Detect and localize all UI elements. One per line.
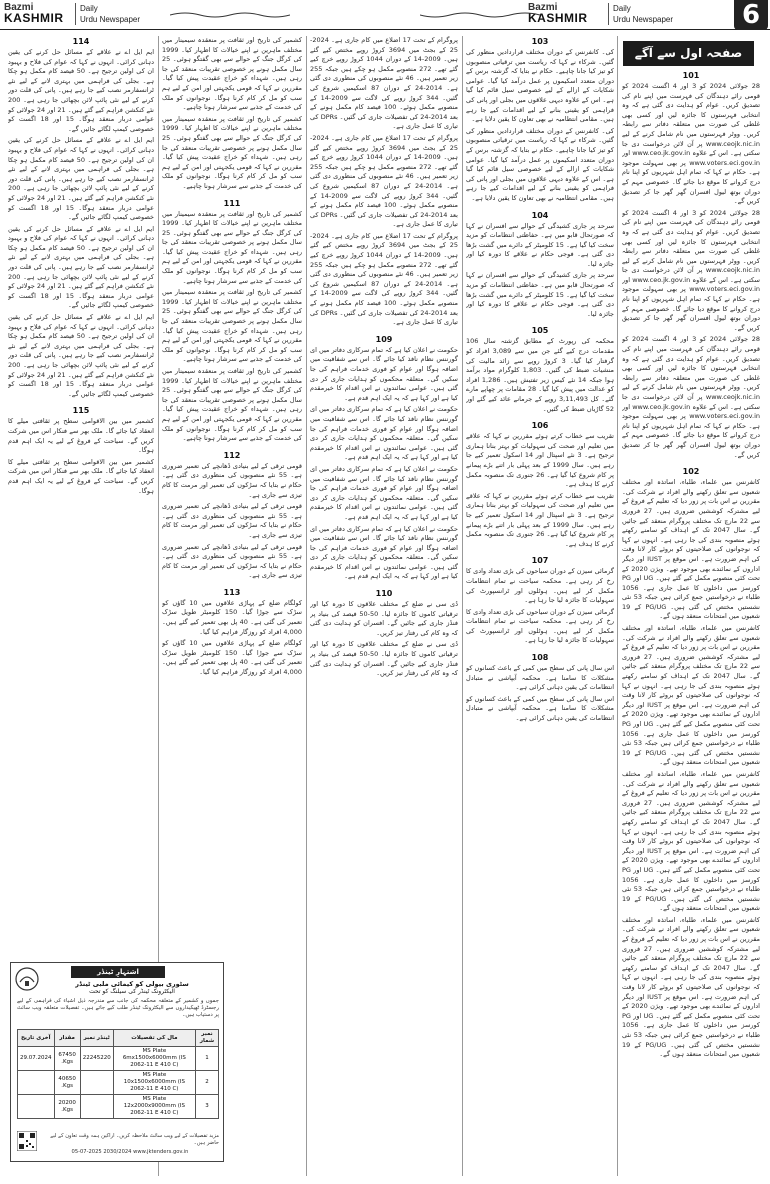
article-body: کشمیر میں بین الاقوامی سطح پر ثقافتی میلے کا انعقاد کیا جائے گا۔ ملک بھر سے فنکار اس میں شرکت کریں گے۔ سیاحت کے فروغ کے لیے یہ ایک اہم قدم ہوگا۔ [8, 417, 154, 455]
article-number: 105 [531, 326, 549, 336]
masthead-brand-right [528, 2, 588, 24]
advertisement-body: جموں و کشمیر کے متعلقہ محکمہ کی جانب سے مندرجہ ذیل اشیاء کی فراہمی کے لیے رجسٹرڈ ٹھیکیداروں سے الیکٹرونک ٹینڈر طلب کیے جاتے ہیں۔ تفصیلات متعلقہ ویب سائٹ پر دستیاب ہیں۔ [17, 998, 219, 1018]
article-body: حکومت نے اعلان کیا ہے کہ تمام سرکاری دفاتر میں ای گورننس نظام نافذ کیا جائے گا۔ اس سے شفافیت میں اضافہ ہوگا اور عوام کو فوری خدمات فراہم کی جا سکیں گی۔ متعلقہ محکموں کو ہدایات جاری کر دی گئی ہیں۔ عوامی نمائندوں نے اس اقدام کا خیرمقدم کیا ہے اور کہا ہے کہ یہ ایک اہم قدم ہے۔ [310, 345, 458, 402]
article [8, 405, 154, 496]
article [310, 588, 458, 679]
article-number: 102 [682, 467, 700, 477]
table-cell [18, 1095, 55, 1119]
article-body: قومی ترقی کے لیے بنیادی ڈھانچے کی تعمیر ضروری ہے۔ 55 نئے منصوبوں کی منظوری دی گئی ہے۔ حکام نے بتایا کہ سڑکوں کی تعمیر اور مرمت کا کام تیزی سے جاری ہے۔ [162, 542, 302, 580]
advertisement-title: اشتہارِ ٹینڈر [71, 966, 165, 978]
table-cell [18, 1071, 55, 1095]
advertisement-heading: سٹوری بیولی کو کیمائی ملبی ٹینڈر [75, 980, 189, 988]
table-cell: 2 [196, 1071, 219, 1095]
article-body: کشمیر کی تاریخ اور ثقافت پر منعقدہ سیمینار میں مختلف ماہرین نے اپنے خیالات کا اظہار کیا۔ 1999 کی کرگل جنگ کے حوالے سے بھی گفتگو ہوئی۔ 25 سال مکمل ہونے پر خصوصی تقریبات منعقد کی جا رہی ہیں۔ شہداء کو خراج عقیدت پیش کیا گیا۔ مقررین نے کہا کہ قومی یکجہتی اور امن کے لیے ہم سب کو مل کر کام کرنا ہوگا۔ نوجوانوں کو ملک کی خدمت کے جذبے سے سرشار ہونا چاہیے۔ [162, 367, 302, 443]
article-body: کولگام ضلع کے پہاڑی علاقوں میں 10 گاؤں کو سڑک سے جوڑا گیا۔ 150 کلومیٹر طویل سڑک تعمیر کی گئی ہے۔ 40 پل بھی تعمیر کیے گئے ہیں۔ 4,000 افراد کو روزگار فراہم کیا گیا۔ [162, 598, 302, 636]
table-cell: 1 [196, 1047, 219, 1071]
column-header: مال کی تفصیلات [113, 1030, 195, 1047]
article-body: تقریب سے خطاب کرتے ہوئے مقررین نے کہا کہ علاقے میں تعلیم اور صحت کی سہولیات کو بہتر بنانا ہماری ترجیح ہے۔ 3 نئے اسپتال اور 14 اسکول تعمیر کیے جا رہے ہیں۔ سال 1999 کے بعد پہلی بار اتنے بڑے پیمانے پر کام شروع کیا گیا ہے۔ 26 جنوری تک منصوبہ مکمل کرنے کا ہدف ہے۔ [466, 491, 614, 548]
article-number: 104 [531, 210, 549, 220]
article [466, 420, 614, 549]
article-number: 113 [223, 587, 241, 597]
article-body: کی۔ کانفرنس کے دوران مختلف قراردادیں منظور کی گئیں۔ شرکاء نے کہا کہ ریاست میں ترقیاتی منصوبوں کو تیز کیا جانا چاہیے۔ حکام نے بتایا کہ گزشتہ برس کے دوران متعدد اسکیموں پر عمل درآمد کیا گیا۔ عوامی شکایات کے ازالے کے لیے خصوصی سیل قائم کیا گیا ہے۔ اس کے علاوہ دیہی علاقوں میں بجلی اور پانی کی فراہمی کو یقینی بنانے کے لیے اقدامات کیے جا رہے ہیں۔ مقامی انتظامیہ نے بھی تعاون کا یقین دلایا ہے۔ [466, 126, 614, 202]
table-cell: MS Plate 12x2000x9000mm (IS 2062-11 E 410 C) [113, 1095, 195, 1119]
table-cell: 40650 Kgs. [54, 1071, 80, 1095]
table-cell: MS Plate 6mx1500x6000mm (IS 2062-11 E 410 C) [113, 1047, 195, 1071]
article-body: تقریب سے خطاب کرتے ہوئے مقررین نے کہا کہ علاقے میں تعلیم اور صحت کی سہولیات کو بہتر بنانا ہماری ترجیح ہے۔ 3 نئے اسپتال اور 14 اسکول تعمیر کیے جا رہے ہیں۔ سال 1999 کے بعد پہلی بار اتنے بڑے پیمانے پر کام شروع کیا گیا ہے۔ 26 جنوری تک منصوبہ مکمل کرنے کا ہدف ہے۔ [466, 432, 614, 489]
article-body: کانفرنس میں علماء، طلباء، اساتذہ اور مختلف شعبوں سے تعلق رکھنے والے افراد نے شرکت کی۔ مقررین نے اس بات پر زور دیا کہ تعلیم کے فروغ کے لیے مشترکہ کوششیں ضروری ہیں۔ 27 فروری سے 22 مارچ تک مختلف پروگرام منعقد کیے جائیں گے۔ سال 2047 تک کے اہداف کو سامنے رکھتے ہوئے منصوبہ بندی کی جا رہی ہے۔ انہوں نے کہا کہ نوجوانوں کی صلاحیتوں کو بروئے کار لانا وقت کی اہم ضرورت ہے۔ اس موقع پر IUST اور دیگر اداروں کے نمائندے بھی موجود تھے۔ ویژن 2020 کے تحت کئی منصوبے مکمل کیے گئے ہیں۔ UG اور PG کورسز میں داخلوں کا عمل جاری ہے۔ 1056 طلباء نے درخواستیں جمع کرائی ہیں جبکہ 53 نئی نشستیں مختص کی گئی ہیں۔ PG/UG کے 19 شعبوں میں امتحانات منعقد ہوں گے۔ [622, 769, 760, 913]
column-rule [306, 36, 307, 1176]
article-body: 28 جولائی 2024 کو 3 اور 4 اگست 2024 کو قومی رائے دہندگان کی فہرست میں اپنے نام کی تصدیق کریں۔ عوام کو ہدایت دی گئی ہے کہ وہ انتخابی فہرستوں کا جائزہ لیں اور کسی بھی غلطی کی صورت میں متعلقہ دفاتر سے رابطہ کریں۔ ووٹر فہرستوں میں نام شامل کرنے کے لیے www.ceojk.nic.in پر آن لائن درخواست دی جا سکتی ہے۔ اس کے علاوہ www.ceo.jk.gov.in اور www.voters.eci.gov.in پر بھی سہولت موجود ہے۔ حکام نے کہا کہ تمام اہل شہریوں کو اپنا نام درج کروانے کا موقع دیا جائے گا۔ خصوصی مہم کے دوران بوتھ لیول افسران گھر گھر جا کر تصدیق کریں گے۔ [622, 335, 760, 459]
article-body: کانفرنس میں علماء، طلباء، اساتذہ اور مختلف شعبوں سے تعلق رکھنے والے افراد نے شرکت کی۔ مقررین نے اس بات پر زور دیا کہ تعلیم کے فروغ کے لیے مشترکہ کوششیں ضروری ہیں۔ 27 فروری سے 22 مارچ تک مختلف پروگرام منعقد کیے جائیں گے۔ سال 2047 تک کے اہداف کو سامنے رکھتے ہوئے منصوبہ بندی کی جا رہی ہے۔ انہوں نے کہا کہ نوجوانوں کی صلاحیتوں کو بروئے کار لانا وقت کی اہم ضرورت ہے۔ اس موقع پر IUST اور دیگر اداروں کے نمائندے بھی موجود تھے۔ ویژن 2020 کے تحت کئی منصوبے مکمل کیے گئے ہیں۔ UG اور PG کورسز میں داخلوں کا عمل جاری ہے۔ 1056 طلباء نے درخواستیں جمع کرائی ہیں جبکہ 53 نئی نشستیں مختص کی گئی ہیں۔ PG/UG کے 19 شعبوں میں امتحانات منعقد ہوں گے۔ [622, 478, 760, 621]
article-body: سرحد پر جاری کشیدگی کے حوالے سے افسران نے کہا کہ صورتحال قابو میں ہے۔ حفاظتی انتظامات کو مزید سخت کیا گیا ہے۔ 15 کلومیٹر کے دائرے میں گشت بڑھا دی گئی ہے۔ فوجی حکام نے علاقے کا دورہ کیا اور جائزہ لیا۔ [466, 221, 614, 268]
section-header [623, 41, 754, 66]
article [162, 450, 302, 581]
column-1 [622, 70, 760, 1175]
table-cell: 20200 Kgs. [54, 1095, 80, 1119]
article-body: حکومت نے اعلان کیا ہے کہ تمام سرکاری دفاتر میں ای گورننس نظام نافذ کیا جائے گا۔ اس سے شفافیت میں اضافہ ہوگا اور عوام کو فوری خدمات فراہم کی جا سکیں گی۔ متعلقہ محکموں کو ہدایات جاری کر دی گئی ہیں۔ عوامی نمائندوں نے اس اقدام کا خیرمقدم کیا ہے اور کہا ہے کہ یہ ایک اہم قدم ہے۔ [310, 405, 458, 462]
table-row [18, 1047, 219, 1071]
article-number: 106 [531, 421, 549, 431]
article-body: محکمہ کی رپورٹ کے مطابق گزشتہ سال 106 مقدمات درج کیے گئے جن میں سے 3,089 افراد کو گرفتار کیا گیا۔ 3 کروڑ روپے سے زائد مالیت کی منشیات ضبط کی گئیں۔ 1,803 کلوگرام مواد برآمد ہوا جبکہ 14 نئے کیس زیر تفتیش ہیں۔ 1,286 افراد کو عدالت میں پیش کیا گیا۔ 28 مقامات پر چھاپے مارے گئے۔ کل 3,11,493 روپے کے جرمانے عائد کیے گئے اور 52 گاڑیاں ضبط کی گئیں۔ [466, 337, 614, 413]
masthead-daily-left [75, 3, 140, 25]
article [162, 36, 302, 192]
page-number: 6 [734, 0, 768, 30]
column-rule [462, 36, 463, 1176]
article-number: 114 [72, 37, 90, 46]
daily-label: Daily [613, 4, 631, 13]
article [466, 325, 614, 414]
ornament-right-icon [420, 11, 540, 19]
article-body: قومی ترقی کے لیے بنیادی ڈھانچے کی تعمیر ضروری ہے۔ 55 نئے منصوبوں کی منظوری دی گئی ہے۔ حکام نے بتایا کہ سڑکوں کی تعمیر اور مرمت کا کام تیزی سے جاری ہے۔ [162, 502, 302, 539]
article-body: کشمیر میں بین الاقوامی سطح پر ثقافتی میلے کا انعقاد کیا جائے گا۔ ملک بھر سے فنکار اس میں شرکت کریں گے۔ سیاحت کے فروغ کے لیے یہ ایک اہم قدم ہوگا۔ [8, 457, 154, 495]
brand-word: Bazmi [4, 2, 34, 13]
urdu-newspaper-label: Urdu Newspaper [613, 15, 674, 24]
article-body: کشمیر کی تاریخ اور ثقافت پر منعقدہ سیمینار میں مختلف ماہرین نے اپنے خیالات کا اظہار کیا۔ 1999 کی کرگل جنگ کے حوالے سے بھی گفتگو ہوئی۔ 25 سال مکمل ہونے پر خصوصی تقریبات منعقد کی جا رہی ہیں۔ شہداء کو خراج عقیدت پیش کیا گیا۔ مقررین نے کہا کہ قومی یکجہتی اور امن کے لیے ہم سب کو مل کر کام کرنا ہوگا۔ نوجوانوں کو ملک کی خدمت کے جذبے سے سرشار ہونا چاہیے۔ [162, 36, 302, 112]
article-body: ایم ایل اے نے علاقے کے مسائل حل کرنے کی یقین دہانی کرائی۔ انہوں نے کہا کہ عوام کی فلاح و بہبود ان کی اولین ترجیح ہے۔ 50 فیصد کام مکمل ہو چکا ہے۔ بجلی کی فراہمی میں بہتری لانے کے لیے نئے ٹرانسفارمر نصب کیے جا رہے ہیں۔ پانی کی قلت دور کرنے کے لیے نئی پائپ لائن بچھائی جا رہی ہے۔ 200 نئے کنکشن فراہم کیے گئے ہیں۔ 21 اور 24 جولائی کو عوامی دربار منعقد ہوگا۔ 15 اور 18 اگست کو خصوصی کیمپ لگائے جائیں گے۔ [8, 136, 154, 222]
column-header: مقدار [54, 1030, 80, 1047]
column-2 [466, 36, 614, 1176]
column-5 [8, 36, 154, 956]
article-body: ڈی سی نے ضلع کے مختلف علاقوں کا دورہ کیا اور ترقیاتی کاموں کا جائزہ لیا۔ 50-50 فیصد کی بنیاد پر فنڈز جاری کیے جائیں گے۔ افسران کو ہدایت دی گئی کہ وہ کام کی رفتار تیز کریں۔ [310, 600, 458, 637]
article-body: کشمیر کی تاریخ اور ثقافت پر منعقدہ سیمینار میں مختلف ماہرین نے اپنے خیالات کا اظہار کیا۔ 1999 کی کرگل جنگ کے حوالے سے بھی گفتگو ہوئی۔ 25 سال مکمل ہونے پر خصوصی تقریبات منعقد کی جا رہی ہیں۔ شہداء کو خراج عقیدت پیش کیا گیا۔ مقررین نے کہا کہ قومی یکجہتی اور امن کے لیے ہم سب کو مل کر کام کرنا ہوگا۔ نوجوانوں کو ملک کی خدمت کے جذبے سے سرشار ہونا چاہیے۔ [162, 288, 302, 364]
article-body: کشمیر کی تاریخ اور ثقافت پر منعقدہ سیمینار میں مختلف ماہرین نے اپنے خیالات کا اظہار کیا۔ 1999 کی کرگل جنگ کے حوالے سے بھی گفتگو ہوئی۔ 25 سال مکمل ہونے پر خصوصی تقریبات منعقد کی جا رہی ہیں۔ شہداء کو خراج عقیدت پیش کیا گیا۔ مقررین نے کہا کہ قومی یکجہتی اور امن کے لیے ہم سب کو مل کر کام کرنا ہوگا۔ نوجوانوں کو ملک کی خدمت کے جذبے سے سرشار ہونا چاہیے۔ [162, 209, 302, 285]
article [162, 587, 302, 678]
masthead [0, 0, 770, 30]
brand-word: Bazmi [528, 2, 558, 13]
article-body: پروگرام کے تحت 17 اضلاع میں کام جاری ہے۔ 2024-25 کے بجٹ میں 3694 کروڑ روپے مختص کیے گئے ہیں۔ 2009-14 کے دوران 1044 کروڑ روپے خرچ کیے گئے تھے۔ 272 منصوبے مکمل ہو چکے ہیں جبکہ 255 زیر تعمیر ہیں۔ 46 نئے منصوبوں کی منظوری دی گئی ہے۔ 2014-24 کے دوران 87 اسکیمیں شروع کی گئیں۔ 344 کروڑ روپے کی لاگت سے 2009-14 کے منصوبے مکمل ہوئے۔ 100 فیصد کام مکمل ہونے کے بعد 2014-24 کی تفصیلات جاری کی گئیں۔ DPRs کی تیاری کا عمل جاری ہے۔ [310, 231, 458, 327]
article-body: ڈی سی نے ضلع کے مختلف علاقوں کا دورہ کیا اور ترقیاتی کاموں کا جائزہ لیا۔ 50-50 فیصد کی بنیاد پر فنڈز جاری کیے جائیں گے۔ افسران کو ہدایت دی گئی کہ وہ کام کی رفتار تیز کریں۔ [310, 640, 458, 678]
table-cell: 3 [196, 1095, 219, 1119]
masthead-brand-left [4, 2, 64, 24]
article-number: 101 [682, 71, 700, 80]
article [622, 466, 760, 1060]
article-number: 103 [531, 37, 549, 46]
article-body: حکومت نے اعلان کیا ہے کہ تمام سرکاری دفاتر میں ای گورننس نظام نافذ کیا جائے گا۔ اس سے شفافیت میں اضافہ ہوگا اور عوام کو فوری خدمات فراہم کی جا سکیں گی۔ متعلقہ محکموں کو ہدایات جاری کر دی گئی ہیں۔ عوامی نمائندوں نے اس اقدام کا خیرمقدم کیا ہے اور کہا ہے کہ یہ ایک اہم قدم ہے۔ [310, 464, 458, 521]
article [466, 36, 614, 204]
brand-name: KASHMIR [528, 11, 588, 25]
table-cell [80, 1095, 113, 1119]
table-cell: 29.07.2024 [18, 1047, 55, 1071]
article [622, 70, 760, 460]
article [310, 36, 458, 328]
urdu-newspaper-label: Urdu Newspaper [80, 15, 141, 24]
article-body: گرمائی سیزن کے دوران سیاحوں کی بڑی تعداد وادی کا رخ کر رہی ہے۔ محکمہ سیاحت نے تمام انتظامات مکمل کر لیے ہیں۔ ہوٹلوں اور ٹرانسپورٹ کی سہولیات کا جائزہ لیا جا رہا ہے۔ [466, 607, 614, 645]
table-cell [80, 1071, 113, 1095]
article-body: گرمائی سیزن کے دوران سیاحوں کی بڑی تعداد وادی کا رخ کر رہی ہے۔ محکمہ سیاحت نے تمام انتظامات مکمل کر لیے ہیں۔ ہوٹلوں اور ٹرانسپورٹ کی سہولیات کا جائزہ لیا جا رہا ہے۔ [466, 567, 614, 605]
article [310, 334, 458, 582]
article [8, 36, 154, 399]
article-body: پروگرام کے تحت 17 اضلاع میں کام جاری ہے۔ 2024-25 کے بجٹ میں 3694 کروڑ روپے مختص کیے گئے ہیں۔ 2009-14 کے دوران 1044 کروڑ روپے خرچ کیے گئے تھے۔ 272 منصوبے مکمل ہو چکے ہیں جبکہ 255 زیر تعمیر ہیں۔ 46 نئے منصوبوں کی منظوری دی گئی ہے۔ 2014-24 کے دوران 87 اسکیمیں شروع کی گئیں۔ 344 کروڑ روپے کی لاگت سے 2009-14 کے منصوبے مکمل ہوئے۔ 100 فیصد کام مکمل ہونے کے بعد 2014-24 کی تفصیلات جاری کی گئیں۔ DPRs کی تیاری کا عمل جاری ہے۔ [310, 36, 458, 131]
daily-label: Daily [80, 4, 98, 13]
table-row [18, 1071, 219, 1095]
table-cell: MS Plate 10x1500x6000mm (IS 2062-11 E 410 C) [113, 1071, 195, 1095]
tender-advertisement [10, 962, 224, 1162]
advertisement-reference: 05-07-2025 2030/2024 www.jktenders.gov.in [71, 1149, 189, 1155]
article-body: سرحد پر جاری کشیدگی کے حوالے سے افسران نے کہا کہ صورتحال قابو میں ہے۔ حفاظتی انتظامات کو مزید سخت کیا گیا ہے۔ 15 کلومیٹر کے دائرے میں گشت بڑھا دی گئی ہے۔ فوجی حکام نے علاقے کا دورہ کیا اور جائزہ لیا۔ [466, 271, 614, 318]
column-3 [310, 36, 458, 1176]
table-row [18, 1095, 219, 1119]
article [466, 210, 614, 320]
article-body: کانفرنس میں علماء، طلباء، اساتذہ اور مختلف شعبوں سے تعلق رکھنے والے افراد نے شرکت کی۔ مقررین نے اس بات پر زور دیا کہ تعلیم کے فروغ کے لیے مشترکہ کوششیں ضروری ہیں۔ 27 فروری سے 22 مارچ تک مختلف پروگرام منعقد کیے جائیں گے۔ سال 2047 تک کے اہداف کو سامنے رکھتے ہوئے منصوبہ بندی کی جا رہی ہے۔ انہوں نے کہا کہ نوجوانوں کی صلاحیتوں کو بروئے کار لانا وقت کی اہم ضرورت ہے۔ اس موقع پر IUST اور دیگر اداروں کے نمائندے بھی موجود تھے۔ ویژن 2020 کے تحت کئی منصوبے مکمل کیے گئے ہیں۔ UG اور PG کورسز میں داخلوں کا عمل جاری ہے۔ 1056 طلباء نے درخواستیں جمع کرائی ہیں جبکہ 53 نئی نشستیں مختص کی گئی ہیں۔ PG/UG کے 19 شعبوں میں امتحانات منعقد ہوں گے۔ [622, 915, 760, 1059]
article-body: ایم ایل اے نے علاقے کے مسائل حل کرنے کی یقین دہانی کرائی۔ انہوں نے کہا کہ عوام کی فلاح و بہبود ان کی اولین ترجیح ہے۔ 50 فیصد کام مکمل ہو چکا ہے۔ بجلی کی فراہمی میں بہتری لانے کے لیے نئے ٹرانسفارمر نصب کیے جا رہے ہیں۔ پانی کی قلت دور کرنے کے لیے نئی پائپ لائن بچھائی جا رہی ہے۔ 200 نئے کنکشن فراہم کیے گئے ہیں۔ 21 اور 24 جولائی کو عوامی دربار منعقد ہوگا۔ 15 اور 18 اگست کو خصوصی کیمپ لگائے جائیں گے۔ [8, 48, 154, 133]
advertisement-footer: مزید تفصیلات کے لیے ویب سائٹ ملاحظہ کریں۔ اراکین ہمہ وقت تعاون کے لیے حاضر ہیں۔ [50, 1133, 219, 1146]
article [162, 198, 302, 444]
article [466, 555, 614, 646]
column-header: آخری تاریخ [18, 1030, 55, 1047]
article-body: اس سال پانی کی سطح میں کمی کے باعث کسانوں کو مشکلات کا سامنا ہے۔ محکمہ آبپاشی نے متبادل انتظامات کی یقین دہانی کرائی ہے۔ [466, 664, 614, 692]
organization-logo-icon [14, 966, 40, 992]
column-header: نمبر شمار [196, 1030, 219, 1047]
article-body: کولگام ضلع کے پہاڑی علاقوں میں 10 گاؤں کو سڑک سے جوڑا گیا۔ 150 کلومیٹر طویل سڑک تعمیر کی گئی ہے۔ 40 پل بھی تعمیر کیے گئے ہیں۔ 4,000 افراد کو روزگار فراہم کیا گیا۔ [162, 639, 302, 677]
article-body: اس سال پانی کی سطح میں کمی کے باعث کسانوں کو مشکلات کا سامنا ہے۔ محکمہ آبپاشی نے متبادل انتظامات کی یقین دہانی کرائی ہے۔ [466, 694, 614, 723]
article-number: 115 [72, 406, 90, 416]
article-body: ایم ایل اے نے علاقے کے مسائل حل کرنے کی یقین دہانی کرائی۔ انہوں نے کہا کہ عوام کی فلاح و بہبود ان کی اولین ترجیح ہے۔ 50 فیصد کام مکمل ہو چکا ہے۔ بجلی کی فراہمی میں بہتری لانے کے لیے نئے ٹرانسفارمر نصب کیے جا رہے ہیں۔ پانی کی قلت دور کرنے کے لیے نئی پائپ لائن بچھائی جا رہی ہے۔ 200 نئے کنکشن فراہم کیے گئے ہیں۔ 21 اور 24 جولائی کو عوامی دربار منعقد ہوگا۔ 15 اور 18 اگست کو خصوصی کیمپ لگائے جائیں گے۔ [8, 313, 154, 398]
article-number: 108 [531, 653, 549, 663]
article-body: 28 جولائی 2024 کو 3 اور 4 اگست 2024 کو قومی رائے دہندگان کی فہرست میں اپنے نام کی تصدیق کریں۔ عوام کو ہدایت دی گئی ہے کہ وہ انتخابی فہرستوں کا جائزہ لیں اور کسی بھی غلطی کی صورت میں متعلقہ دفاتر سے رابطہ کریں۔ ووٹر فہرستوں میں نام شامل کرنے کے لیے www.ceojk.nic.in پر آن لائن درخواست دی جا سکتی ہے۔ اس کے علاوہ www.ceo.jk.gov.in اور www.voters.eci.gov.in پر بھی سہولت موجود ہے۔ حکام نے کہا کہ تمام اہل شہریوں کو اپنا نام درج کروانے کا موقع دیا جائے گا۔ خصوصی مہم کے دوران بوتھ لیول افسران گھر گھر جا کر تصدیق کریں گے۔ [622, 82, 760, 206]
tender-table [17, 1029, 219, 1119]
article-body: قومی ترقی کے لیے بنیادی ڈھانچے کی تعمیر ضروری ہے۔ 55 نئے منصوبوں کی منظوری دی گئی ہے۔ حکام نے بتایا کہ سڑکوں کی تعمیر اور مرمت کا کام تیزی سے جاری ہے۔ [162, 461, 302, 499]
brand-name: KASHMIR [4, 11, 64, 25]
advertisement-subheading: الیکٹرونک ٹینڈر کی سیلنگ کو تحت [89, 988, 175, 995]
article-body: حکومت نے اعلان کیا ہے کہ تمام سرکاری دفاتر میں ای گورننس نظام نافذ کیا جائے گا۔ اس سے شفافیت میں اضافہ ہوگا اور عوام کو فوری خدمات فراہم کی جا سکیں گی۔ متعلقہ محکموں کو ہدایات جاری کر دی گئی ہیں۔ عوامی نمائندوں نے اس اقدام کا خیرمقدم کیا ہے اور کہا ہے کہ یہ ایک اہم قدم ہے۔ [310, 524, 458, 581]
article-number: 111 [223, 198, 241, 208]
table-cell: 22245220 [80, 1047, 113, 1071]
article-body: کانفرنس میں علماء، طلباء، اساتذہ اور مختلف شعبوں سے تعلق رکھنے والے افراد نے شرکت کی۔ مقررین نے اس بات پر زور دیا کہ تعلیم کے فروغ کے لیے مشترکہ کوششیں ضروری ہیں۔ 27 فروری سے 22 مارچ تک مختلف پروگرام منعقد کیے جائیں گے۔ سال 2047 تک کے اہداف کو سامنے رکھتے ہوئے منصوبہ بندی کی جا رہی ہے۔ انہوں نے کہا کہ نوجوانوں کی صلاحیتوں کو بروئے کار لانا وقت کی اہم ضرورت ہے۔ اس موقع پر IUST اور دیگر اداروں کے نمائندے بھی موجود تھے۔ ویژن 2020 کے تحت کئی منصوبے مکمل کیے گئے ہیں۔ UG اور PG کورسز میں داخلوں کا عمل جاری ہے۔ 1056 طلباء نے درخواستیں جمع کرائی ہیں جبکہ 53 نئی نشستیں مختص کی گئی ہیں۔ PG/UG کے 19 شعبوں میں امتحانات منعقد ہوں گے۔ [622, 624, 760, 767]
article-number: 112 [223, 450, 241, 460]
article-number: 107 [531, 556, 549, 566]
article [466, 652, 614, 724]
masthead-daily-right [608, 3, 673, 25]
column-rule [617, 36, 618, 1176]
section-header-label: صفحہ اول سے آگے [634, 46, 743, 60]
qr-code-icon [17, 1131, 37, 1151]
ornament-left-icon [170, 11, 290, 19]
table-cell: 67450 Kgs. [54, 1047, 80, 1071]
article-body: 28 جولائی 2024 کو 3 اور 4 اگست 2024 کو قومی رائے دہندگان کی فہرست میں اپنے نام کی تصدیق کریں۔ عوام کو ہدایت دی گئی ہے کہ وہ انتخابی فہرستوں کا جائزہ لیں اور کسی بھی غلطی کی صورت میں متعلقہ دفاتر سے رابطہ کریں۔ ووٹر فہرستوں میں نام شامل کرنے کے لیے www.ceojk.nic.in پر آن لائن درخواست دی جا سکتی ہے۔ اس کے علاوہ www.ceo.jk.gov.in اور www.voters.eci.gov.in پر بھی سہولت موجود ہے۔ حکام نے کہا کہ تمام اہل شہریوں کو اپنا نام درج کروانے کا موقع دیا جائے گا۔ خصوصی مہم کے دوران بوتھ لیول افسران گھر گھر جا کر تصدیق کریں گے۔ [622, 208, 760, 332]
article-body: کشمیر کی تاریخ اور ثقافت پر منعقدہ سیمینار میں مختلف ماہرین نے اپنے خیالات کا اظہار کیا۔ 1999 کی کرگل جنگ کے حوالے سے بھی گفتگو ہوئی۔ 25 سال مکمل ہونے پر خصوصی تقریبات منعقد کی جا رہی ہیں۔ شہداء کو خراج عقیدت پیش کیا گیا۔ مقررین نے کہا کہ قومی یکجہتی اور امن کے لیے ہم سب کو مل کر کام کرنا ہوگا۔ نوجوانوں کو ملک کی خدمت کے جذبے سے سرشار ہونا چاہیے۔ [162, 114, 302, 190]
column-header: ٹینڈر نمبر [80, 1030, 113, 1047]
article-body: ایم ایل اے نے علاقے کے مسائل حل کرنے کی یقین دہانی کرائی۔ انہوں نے کہا کہ عوام کی فلاح و بہبود ان کی اولین ترجیح ہے۔ 50 فیصد کام مکمل ہو چکا ہے۔ بجلی کی فراہمی میں بہتری لانے کے لیے نئے ٹرانسفارمر نصب کیے جا رہے ہیں۔ پانی کی قلت دور کرنے کے لیے نئی پائپ لائن بچھائی جا رہی ہے۔ 200 نئے کنکشن فراہم کیے گئے ہیں۔ 21 اور 24 جولائی کو عوامی دربار منعقد ہوگا۔ 15 اور 18 اگست کو خصوصی کیمپ لگائے جائیں گے۔ [8, 224, 154, 310]
article-body: پروگرام کے تحت 17 اضلاع میں کام جاری ہے۔ 2024-25 کے بجٹ میں 3694 کروڑ روپے مختص کیے گئے ہیں۔ 2009-14 کے دوران 1044 کروڑ روپے خرچ کیے گئے تھے۔ 272 منصوبے مکمل ہو چکے ہیں جبکہ 255 زیر تعمیر ہیں۔ 46 نئے منصوبوں کی منظوری دی گئی ہے۔ 2014-24 کے دوران 87 اسکیمیں شروع کی گئیں۔ 344 کروڑ روپے کی لاگت سے 2009-14 کے منصوبے مکمل ہوئے۔ 100 فیصد کام مکمل ہونے کے بعد 2014-24 کی تفصیلات جاری کی گئیں۔ DPRs کی تیاری کا عمل جاری ہے۔ [310, 133, 458, 229]
article-number: 110 [375, 589, 393, 599]
table-header-row [18, 1030, 219, 1047]
article-body: کی۔ کانفرنس کے دوران مختلف قراردادیں منظور کی گئیں۔ شرکاء نے کہا کہ ریاست میں ترقیاتی منصوبوں کو تیز کیا جانا چاہیے۔ حکام نے بتایا کہ گزشتہ برس کے دوران متعدد اسکیموں پر عمل درآمد کیا گیا۔ عوامی شکایات کے ازالے کے لیے خصوصی سیل قائم کیا گیا ہے۔ اس کے علاوہ دیہی علاقوں میں بجلی اور پانی کی فراہمی کو یقینی بنانے کے لیے اقدامات کیے جا رہے ہیں۔ مقامی انتظامیہ نے بھی تعاون کا یقین دلایا ہے۔ [466, 48, 614, 124]
article-number: 109 [375, 334, 393, 344]
